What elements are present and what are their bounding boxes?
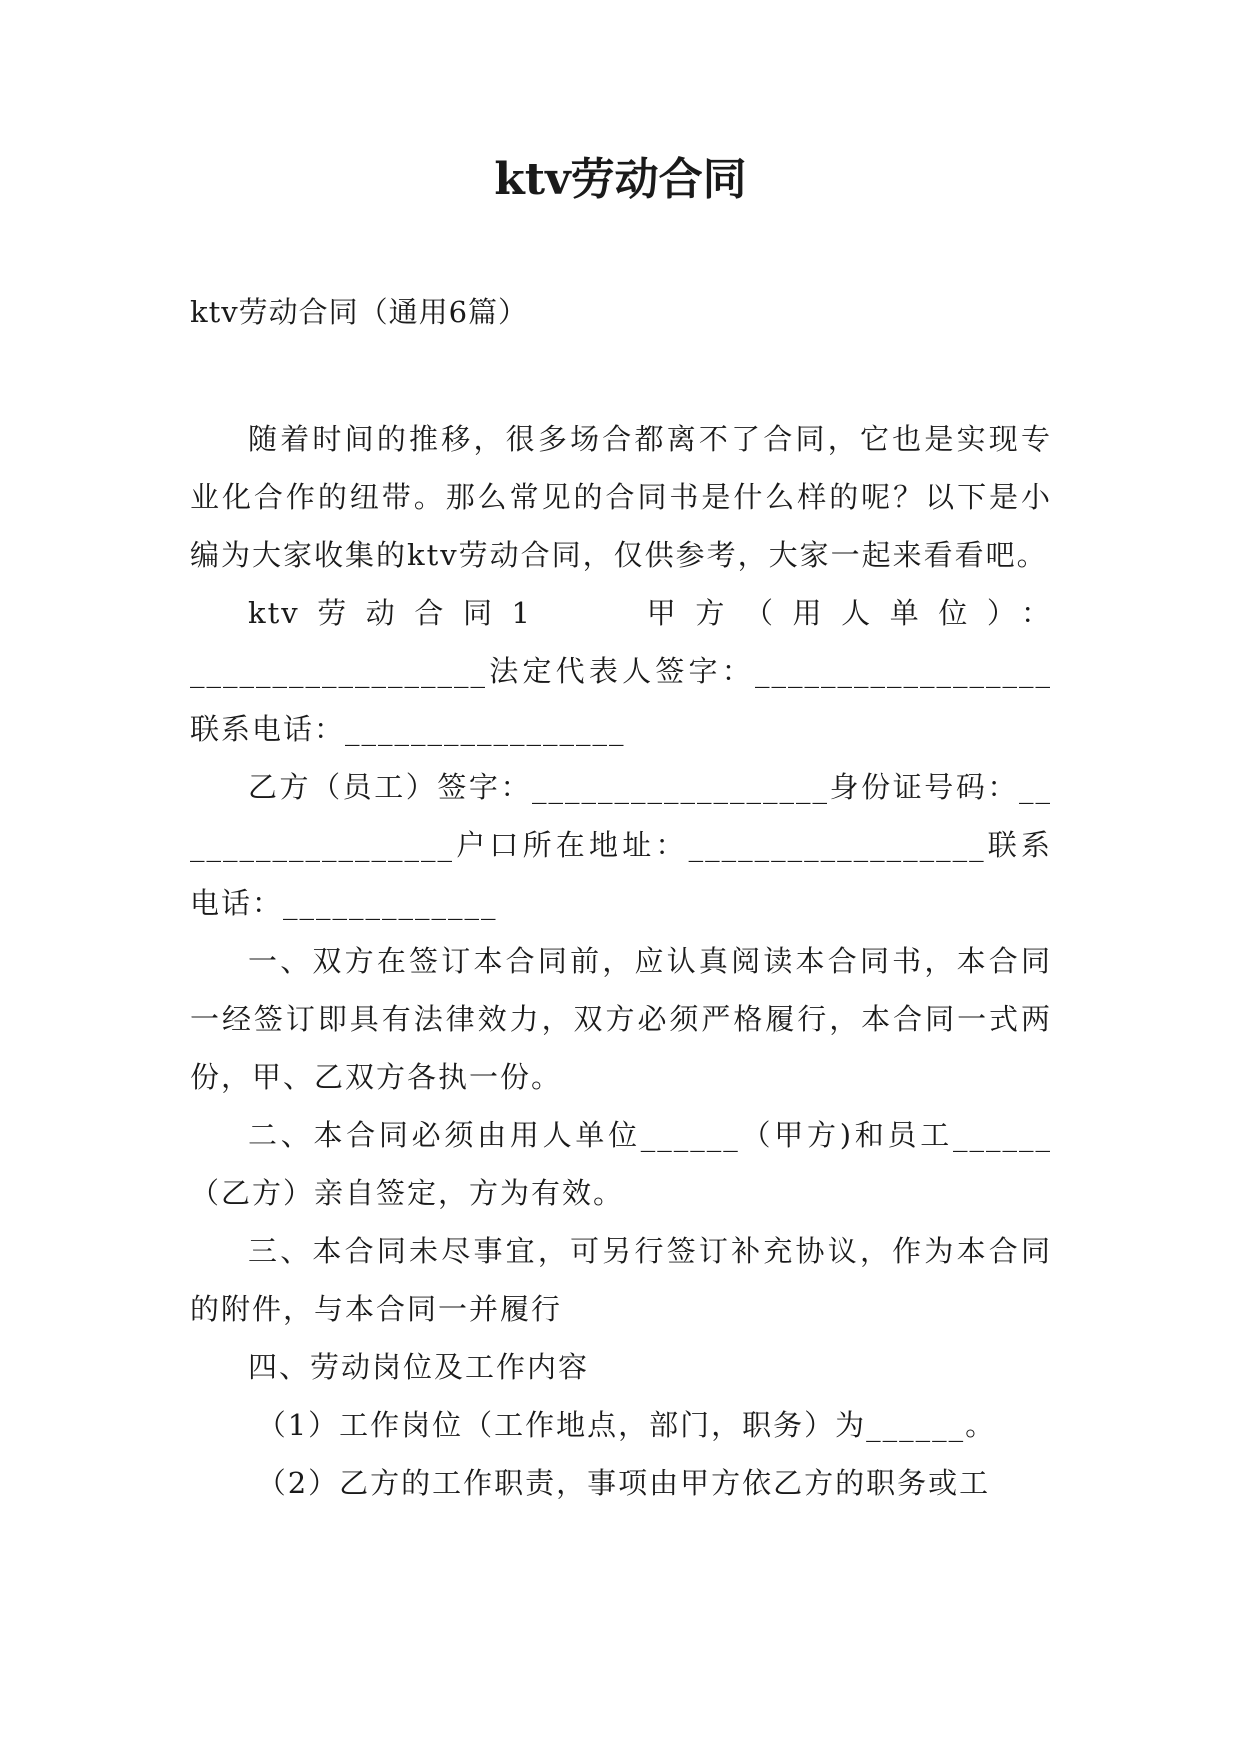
party-a-fields: __________________法定代表人签字：__________________联系电话：_________________ bbox=[190, 654, 1052, 746]
clause-4-item-1: （1）工作岗位（工作地点，部门，职务）为______。 bbox=[256, 1408, 997, 1442]
clause-2: 二、本合同必须由用人单位______（甲方)和员工______（乙方）亲自签定，方为有效。 bbox=[190, 1118, 1052, 1210]
document-body bbox=[190, 410, 1052, 1512]
contract-heading-line: ktv劳动合同1 甲方（用人单位）： bbox=[248, 596, 1052, 630]
document-subtitle: ktv劳动合同（通用6篇） bbox=[190, 295, 529, 329]
clause-4-item-2: （2）乙方的工作职责，事项由甲方依乙方的职务或工 bbox=[256, 1466, 991, 1500]
clause-1: 一、双方在签订本合同前，应认真阅读本合同书，本合同一经签订即具有法律效力，双方必须严格履行，本合同一式两份，甲、乙双方各执一份。 bbox=[190, 944, 1052, 1094]
document-title: ktv劳动合同 bbox=[494, 154, 747, 205]
intro-paragraph: 随着时间的推移，很多场合都离不了合同，它也是实现专业化合作的纽带。那么常见的合同书是什么样的呢？以下是小编为大家收集的ktv劳动合同，仅供参考，大家一起来看看吧。 bbox=[190, 422, 1052, 572]
clause-4-heading: 四、劳动岗位及工作内容 bbox=[248, 1350, 590, 1384]
party-b-fields: 乙方（员工）签字：__________________身份证号码：__________________户口所在地址：__________________联系电话：_____________ bbox=[190, 770, 1052, 920]
clause-3: 三、本合同未尽事宜，可另行签订补充协议，作为本合同的附件，与本合同一并履行 bbox=[190, 1234, 1052, 1326]
